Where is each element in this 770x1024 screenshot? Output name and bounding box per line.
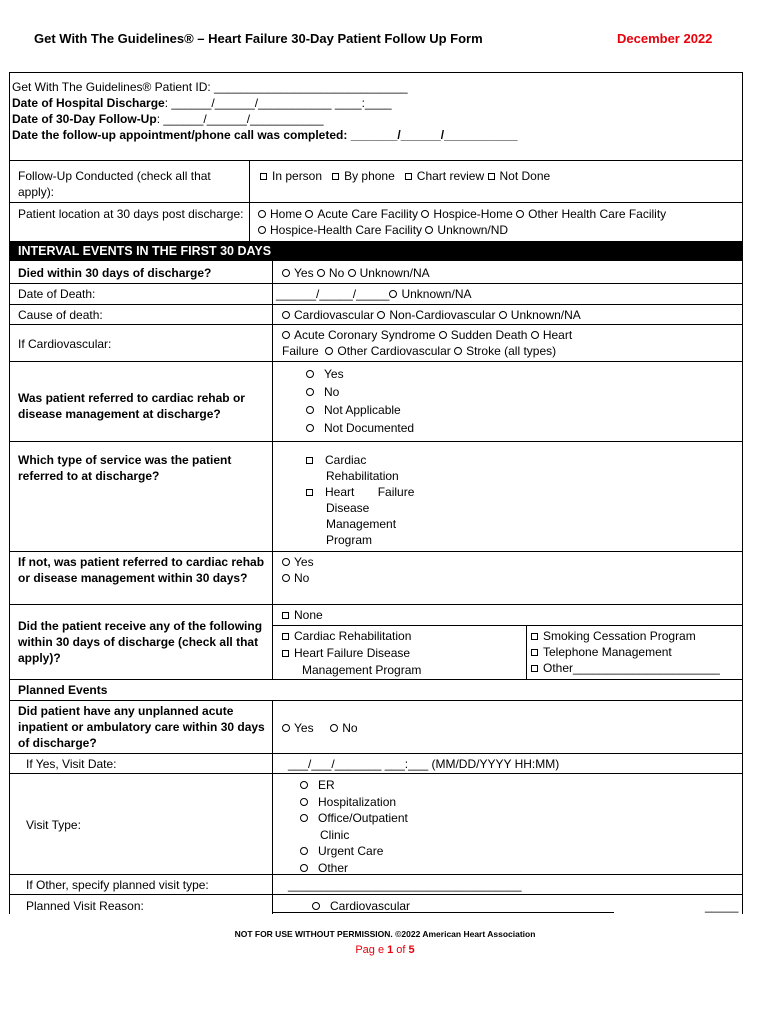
death-date-label: Date of Death: [18, 287, 96, 301]
divider [9, 324, 743, 325]
radio-rehab-yes[interactable]: Yes [306, 365, 414, 383]
radio-visit-urgent[interactable]: Urgent Care [300, 843, 408, 860]
cardio-options: Acute Coronary Syndrome Sudden Death Heart Failure Other Cardiovascular Stroke (all types) [282, 328, 573, 358]
checkbox-service-cardiac-rehab[interactable]: Cardiac [306, 452, 436, 468]
other-visit-field[interactable]: ___________________________________ [288, 878, 522, 892]
checkbox-chart-review[interactable]: Chart review [405, 169, 484, 183]
checkbox-in-person[interactable]: In person [260, 169, 322, 183]
divider [9, 283, 743, 284]
followup-date-label: Date of 30-Day Follow-Up [12, 112, 157, 126]
reason-underline [272, 912, 614, 913]
divider [9, 894, 743, 895]
radio-visit-office[interactable]: Office/Outpatient [300, 810, 408, 827]
divider [9, 361, 743, 362]
divider [9, 679, 743, 680]
receive-right-options [531, 628, 743, 676]
other-visit-label: If Other, specify planned visit type: [26, 878, 209, 892]
radio-visit-other[interactable]: Other [300, 860, 408, 877]
patient-id-field[interactable]: Get With The Guidelines® Patient ID: _____________________________ [12, 80, 408, 94]
divider [526, 625, 527, 679]
divider [249, 160, 250, 241]
divider [9, 700, 743, 701]
completed-date-label: Date the follow-up appointment/phone call was completed [12, 128, 344, 142]
divider [9, 160, 743, 161]
radio-unplanned-yes[interactable]: Yes [282, 721, 314, 735]
radio-cause-unknown[interactable]: Unknown/NA [499, 308, 581, 322]
radio-died-unknown[interactable]: Unknown/NA [348, 266, 430, 280]
id-block [12, 79, 518, 143]
checkbox-not-done[interactable]: Not Done [488, 169, 551, 183]
checkbox-receive-hf-disease[interactable]: Heart Failure Disease [282, 645, 522, 662]
receive-left-options: Cardiac Rehabilitation Heart Failure Disease Management Program [282, 628, 522, 679]
radio-visit-hospitalization[interactable]: Hospitalization [300, 794, 408, 811]
completed-date-field[interactable]: : _______/______/___________ [343, 128, 518, 142]
rehab-options [306, 365, 414, 437]
checkbox-receive-telephone[interactable]: Telephone Management [531, 644, 743, 660]
radio-acute-care[interactable]: Acute Care Facility [305, 207, 418, 221]
patient-location-label: Patient location at 30 days post discharge: [18, 207, 244, 221]
radio-rehab-no[interactable]: No [306, 383, 414, 401]
checkbox-receive-none[interactable]: None [282, 607, 323, 623]
form-title: Get With The Guidelines® – Heart Failure 30-Day Patient Follow Up Form [34, 31, 483, 46]
visit-date-field[interactable]: ___/___/_______ ___:___ (MM/DD/YYYY HH:MM) [288, 757, 560, 771]
discharge-date-label: Date of Hospital Discharge [12, 96, 165, 110]
reason-tail: _____ [705, 899, 739, 913]
discharge-date-field[interactable]: : ______/______/___________ ____:____ [164, 96, 392, 110]
planned-heading: Planned Events [18, 683, 108, 697]
visit-type-options: ER Hospitalization Office/Outpatient Clinic Urgent Care Other [300, 777, 408, 876]
ifnot-options [282, 554, 314, 586]
ifnot-label: If not, was patient referred to cardiac rehab or disease management within 30 days? [18, 555, 265, 585]
service-label: Which type of service was the patient referred to at discharge? [18, 453, 232, 483]
radio-ifnot-no[interactable]: No [282, 570, 314, 586]
died-label: Died within 30 days of discharge? [18, 266, 212, 280]
radio-died-no[interactable]: No [317, 266, 344, 280]
radio-reason-cardio[interactable]: Cardiovascular [312, 898, 410, 914]
checkbox-receive-cardiac-rehab[interactable]: Cardiac Rehabilitation [282, 628, 522, 645]
checkbox-receive-smoking[interactable]: Smoking Cessation Program [531, 628, 743, 644]
checkbox-service-hf-program[interactable]: Heart Failure [306, 484, 436, 500]
death-date-field[interactable]: ______/_____/_____ [276, 287, 390, 301]
service-options: Cardiac Rehabilitation Heart Failure Disease Management Program [306, 452, 436, 548]
radio-cause-noncardio[interactable]: Non-Cardiovascular [377, 308, 495, 322]
reason-label: Planned Visit Reason: [26, 899, 144, 913]
followup-conducted-label: Follow-Up Conducted (check all that apply): [18, 169, 211, 199]
radio-rehab-nd[interactable]: Not Documented [306, 419, 414, 437]
radio-unknown-nd[interactable]: Unknown/ND [425, 223, 508, 237]
cardio-label: If Cardiovascular: [18, 337, 112, 351]
radio-acs[interactable]: Acute Coronary Syndrome [282, 328, 435, 342]
divider [9, 441, 743, 442]
radio-sudden-death[interactable]: Sudden Death [439, 328, 528, 342]
cause-label: Cause of death: [18, 308, 103, 322]
divider [9, 551, 743, 552]
receive-label: Did the patient receive any of the following within 30 days of discharge (check all that apply)? [18, 619, 263, 665]
checkbox-receive-other[interactable]: Other______________________ [531, 660, 743, 676]
radio-other-cardio[interactable]: Other Cardiovascular [325, 344, 450, 358]
divider [9, 202, 743, 203]
checkbox-by-phone[interactable]: By phone [332, 169, 395, 183]
radio-death-date-unknown[interactable]: Unknown/NA [389, 287, 471, 301]
divider [9, 604, 743, 605]
section-band-interval: INTERVAL EVENTS IN THE FIRST 30 DAYS [10, 242, 742, 261]
visit-type-label: Visit Type: [26, 818, 81, 832]
patient-location-options [258, 206, 743, 238]
page-number: Pag e 1 of 5 [355, 944, 415, 956]
radio-heart-failure[interactable]: Heart [531, 328, 572, 342]
radio-home[interactable]: Home [258, 207, 302, 221]
form-date: December 2022 [617, 31, 713, 46]
radio-hospice-home[interactable]: Hospice-Home [421, 207, 512, 221]
unplanned-options [282, 720, 358, 736]
followup-date-field[interactable]: : ______/______/___________ [156, 112, 324, 126]
death-date-row [276, 286, 471, 302]
radio-visit-er[interactable]: ER [300, 777, 408, 794]
radio-unplanned-no[interactable]: No [330, 721, 357, 735]
permission-notice: NOT FOR USE WITHOUT PERMISSION. ©2022 American Heart Association [234, 929, 536, 939]
divider [272, 261, 273, 679]
cause-options [282, 307, 581, 323]
divider [9, 773, 743, 774]
radio-stroke[interactable]: Stroke (all types) [454, 344, 556, 358]
died-options [282, 265, 430, 281]
visit-date-label: If Yes, Visit Date: [26, 757, 117, 771]
radio-other-facility[interactable]: Other Health Care Facility [516, 207, 666, 221]
radio-rehab-na[interactable]: Not Applicable [306, 401, 414, 419]
radio-died-yes[interactable]: Yes [282, 266, 314, 280]
radio-hospice-facility[interactable]: Hospice-Health Care Facility [258, 223, 422, 237]
unplanned-label: Did patient have any unplanned acute inpatient or ambulatory care within 30 days of discharge? [18, 704, 265, 750]
rehab-label: Was patient referred to cardiac rehab or disease management at discharge? [18, 391, 245, 421]
divider [272, 625, 743, 626]
followup-conducted-options [260, 168, 550, 184]
radio-ifnot-yes[interactable]: Yes [282, 554, 314, 570]
divider [272, 700, 273, 914]
radio-cause-cardio[interactable]: Cardiovascular [282, 308, 374, 322]
divider [9, 753, 743, 754]
divider [9, 304, 743, 305]
